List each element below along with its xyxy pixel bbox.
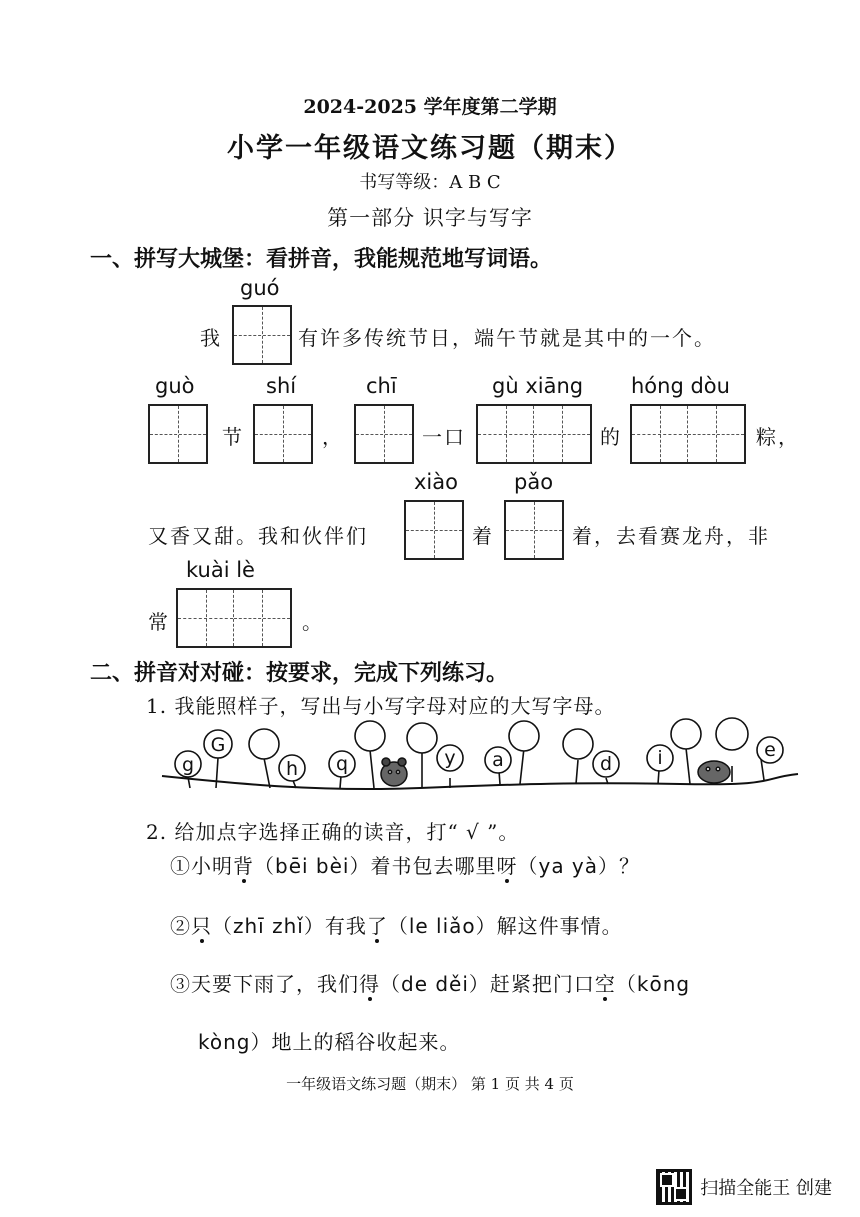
row4-post: 。	[302, 610, 324, 634]
writing-grade: 书写等级：A B C	[359, 172, 501, 193]
pinyin-hongdou: hóng dòu	[631, 374, 730, 398]
scanner-watermark	[656, 1169, 832, 1205]
section1-title: 一、拼写大城堡：看拼音，我能规范地写词语。	[90, 247, 553, 272]
item2-open-2: （	[387, 914, 409, 938]
letter-G: G	[210, 734, 226, 756]
balloon-empty-4	[509, 721, 539, 751]
balloon-illustration	[160, 712, 800, 808]
page-title: 小学一年级语文练习题（期末）	[227, 133, 633, 164]
letter-d: d	[599, 753, 613, 775]
pinyin-guo4: guò	[155, 374, 195, 398]
question-2: 2. 给加点字选择正确的读音，打“ √ ”。	[146, 820, 520, 844]
balloon-empty-3	[407, 723, 437, 753]
item1-open-2: （	[517, 854, 539, 878]
page-footer: 一年级语文练习题（期末） 第 1 页 共 4 页	[286, 1075, 574, 1093]
item3-choice-kong4[interactable]: kòng	[198, 1030, 251, 1054]
row2-t1: 节	[222, 425, 244, 449]
item-3-continued	[198, 1026, 460, 1055]
row1-post: 有许多传统节日，端午节就是其中的一个。	[298, 326, 716, 350]
item3-a: 天要下雨了，我们	[191, 972, 359, 996]
writing-box-xiao[interactable]	[404, 500, 464, 560]
letter-h: h	[285, 758, 299, 780]
writing-box-guxiang[interactable]	[476, 404, 592, 464]
writing-box-chi[interactable]	[354, 404, 414, 464]
question-1: 1. 我能照样子，写出与小写字母对应的大写字母。	[146, 694, 616, 718]
balloon-empty-1	[249, 729, 279, 759]
row1-pre: 我	[200, 326, 222, 350]
writing-box-pao[interactable]	[504, 500, 564, 560]
balloon-empty-7	[716, 718, 748, 750]
letter-e: e	[764, 739, 776, 761]
item3-choice-kong1[interactable]: kōng	[636, 972, 691, 996]
row3-mid: 着	[472, 524, 494, 548]
item1-e: ）着书包去哪里	[349, 854, 497, 878]
writing-box-hongdou[interactable]	[630, 404, 746, 464]
year-title: 2024-2025 学年度第二学期	[303, 96, 557, 118]
balloon-empty-2	[355, 721, 385, 751]
item2-num: ②	[170, 914, 191, 938]
row3-pre: 又香又甜。我和伙伴们	[148, 524, 368, 548]
pinyin-chi: chī	[366, 374, 397, 398]
item3-dotted-char-2: 空	[594, 972, 616, 996]
item2-close: ）解这件事情。	[475, 914, 623, 938]
writing-box-guo4[interactable]	[148, 404, 208, 464]
item1-dotted-char: 背	[233, 854, 254, 878]
item1-a: 小明	[191, 854, 233, 878]
mole-icon	[698, 761, 730, 783]
item1-dotted-char-2: 呀	[496, 854, 518, 878]
letter-i: i	[657, 747, 663, 769]
item3-e: ）赶紧把门口	[468, 972, 595, 996]
pinyin-guxiang: gù xiāng	[492, 374, 584, 398]
item3-dotted-char: 得	[359, 972, 380, 996]
pinyin-kuaile: kuài lè	[186, 558, 255, 582]
row2-t2: ，	[322, 425, 344, 449]
pinyin-xiao: xiào	[414, 470, 458, 494]
item2-open: （	[212, 914, 233, 938]
writing-box-shi[interactable]	[253, 404, 313, 464]
letter-q: q	[335, 753, 349, 775]
item1-close: ）？	[598, 854, 641, 878]
item3-num: ③	[170, 972, 191, 996]
scanner-label: 扫描全能王 创建	[700, 1178, 832, 1199]
pinyin-pao: pǎo	[514, 470, 554, 494]
item1-choices-2[interactable]: ya yà	[538, 854, 599, 878]
item1-num: ①	[170, 854, 191, 878]
item3-open: （	[380, 972, 401, 996]
letter-y: y	[444, 747, 456, 769]
qr-code-icon	[656, 1169, 692, 1205]
writing-box-guo[interactable]	[232, 305, 292, 365]
item3-tail: ）地上的稻谷收起来。	[250, 1030, 461, 1054]
item-1	[170, 850, 640, 879]
row2-t4: 的	[600, 425, 622, 449]
item2-dotted-char: 只	[191, 914, 212, 938]
item-2	[170, 910, 623, 939]
row2-t3: 一口	[422, 425, 466, 449]
item2-e: ）有我	[303, 914, 367, 938]
item3-choices-1[interactable]: de děi	[401, 972, 469, 996]
item2-choices-2[interactable]: le liǎo	[408, 914, 476, 938]
balloon-empty-5	[563, 729, 593, 759]
part-heading: 第一部分 识字与写字	[327, 206, 533, 230]
item1-choices-1[interactable]: bēi bèi	[275, 854, 350, 878]
item2-dotted-char-2: 了	[366, 914, 388, 938]
pinyin-shi: shí	[266, 374, 297, 398]
item-3	[170, 968, 690, 997]
balloon-empty-6	[671, 719, 701, 749]
pinyin-guo: guó	[240, 276, 280, 300]
row4-pre: 常	[148, 610, 170, 634]
letter-g: g	[181, 754, 195, 776]
row2-t5: 粽，	[756, 425, 800, 449]
item1-open: （	[254, 854, 275, 878]
item2-choices-1[interactable]: zhī zhǐ	[233, 914, 304, 938]
section2-title: 二、拼音对对碰：按要求，完成下列练习。	[90, 661, 509, 686]
letter-a: a	[492, 749, 504, 771]
writing-box-kuaile[interactable]	[176, 588, 292, 648]
item3-open-2: （	[615, 972, 637, 996]
row3-post: 着，去看赛龙舟，非	[572, 524, 770, 548]
bear-icon	[381, 758, 407, 786]
